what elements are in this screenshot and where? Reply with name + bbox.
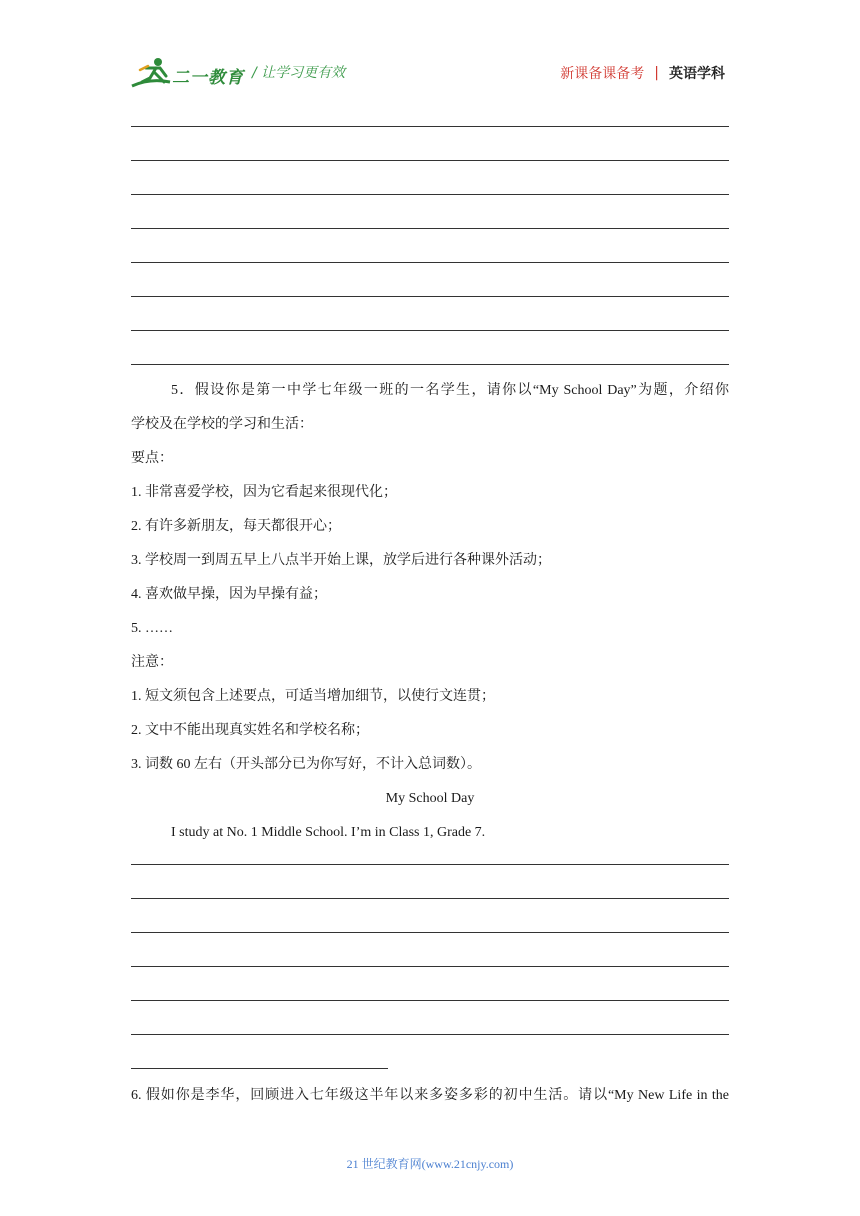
answer-line[interactable] xyxy=(131,212,729,229)
answer-line[interactable] xyxy=(131,178,729,195)
answer-line[interactable] xyxy=(131,280,729,297)
answer-line[interactable] xyxy=(131,314,729,331)
subject-tag xyxy=(560,63,725,83)
answer-line[interactable] xyxy=(131,246,729,263)
answer-line[interactable] xyxy=(131,348,729,365)
note-item: 1. 短文须包含上述要点，可适当增加细节，以使行文连贯； xyxy=(131,689,495,704)
note-item: 2. 文中不能出现真实姓名和学校名称； xyxy=(131,723,369,738)
answer-line[interactable] xyxy=(131,950,729,967)
answer-line[interactable] xyxy=(131,110,729,127)
answer-line[interactable] xyxy=(131,916,729,933)
tag-right: 英语学科 xyxy=(669,66,725,82)
point-item: 5. …… xyxy=(131,621,173,636)
document-body xyxy=(131,110,729,1113)
answer-line[interactable] xyxy=(131,144,729,161)
point-item: 1. 非常喜爱学校，因为它看起来很现代化； xyxy=(131,485,397,500)
tag-separator: | xyxy=(654,65,659,81)
answer-line[interactable] xyxy=(131,984,729,1001)
task5-intro-line2: 学校及在学校的学习和生活： xyxy=(131,417,313,432)
point-item: 3. 学校周一到周五早上八点半开始上课，放学后进行各种课外活动； xyxy=(131,553,551,568)
footer-source: 21 世纪教育网(www.21cnjy.com) xyxy=(346,1157,514,1171)
answer-line[interactable] xyxy=(131,1052,388,1069)
point-item: 4. 喜欢做早操，因为早操有益； xyxy=(131,587,327,602)
answer-line[interactable] xyxy=(131,848,729,865)
notes-heading: 注意： xyxy=(131,655,173,670)
essay-opening: I study at No. 1 Middle School. I’m in Class 1, Grade 7. xyxy=(171,825,486,840)
task5-intro-line1: 5．假设你是第一中学七年级一班的一名学生，请你以“My School Day”为题，介绍你 xyxy=(171,383,729,398)
tag-left: 新课备课备考 xyxy=(560,66,645,82)
task6-intro-line1: 6. 假如你是李华，回顾进入七年级这半年以来多姿多彩的初中生活。请以“My New Life in the xyxy=(131,1088,729,1103)
essay-title: My School Day xyxy=(385,791,475,806)
slogan: / 让学习更有效 xyxy=(252,65,346,81)
point-item: 2. 有许多新朋友，每天都很开心； xyxy=(131,519,341,534)
answer-line[interactable] xyxy=(131,882,729,899)
page-header xyxy=(0,0,860,100)
points-heading: 要点： xyxy=(131,451,173,466)
note-item: 3. 词数 60 左右（开头部分已为你写好，不计入总词数）。 xyxy=(131,757,481,772)
logo-text: 二一教育 xyxy=(172,68,244,88)
answer-line[interactable] xyxy=(131,1018,729,1035)
